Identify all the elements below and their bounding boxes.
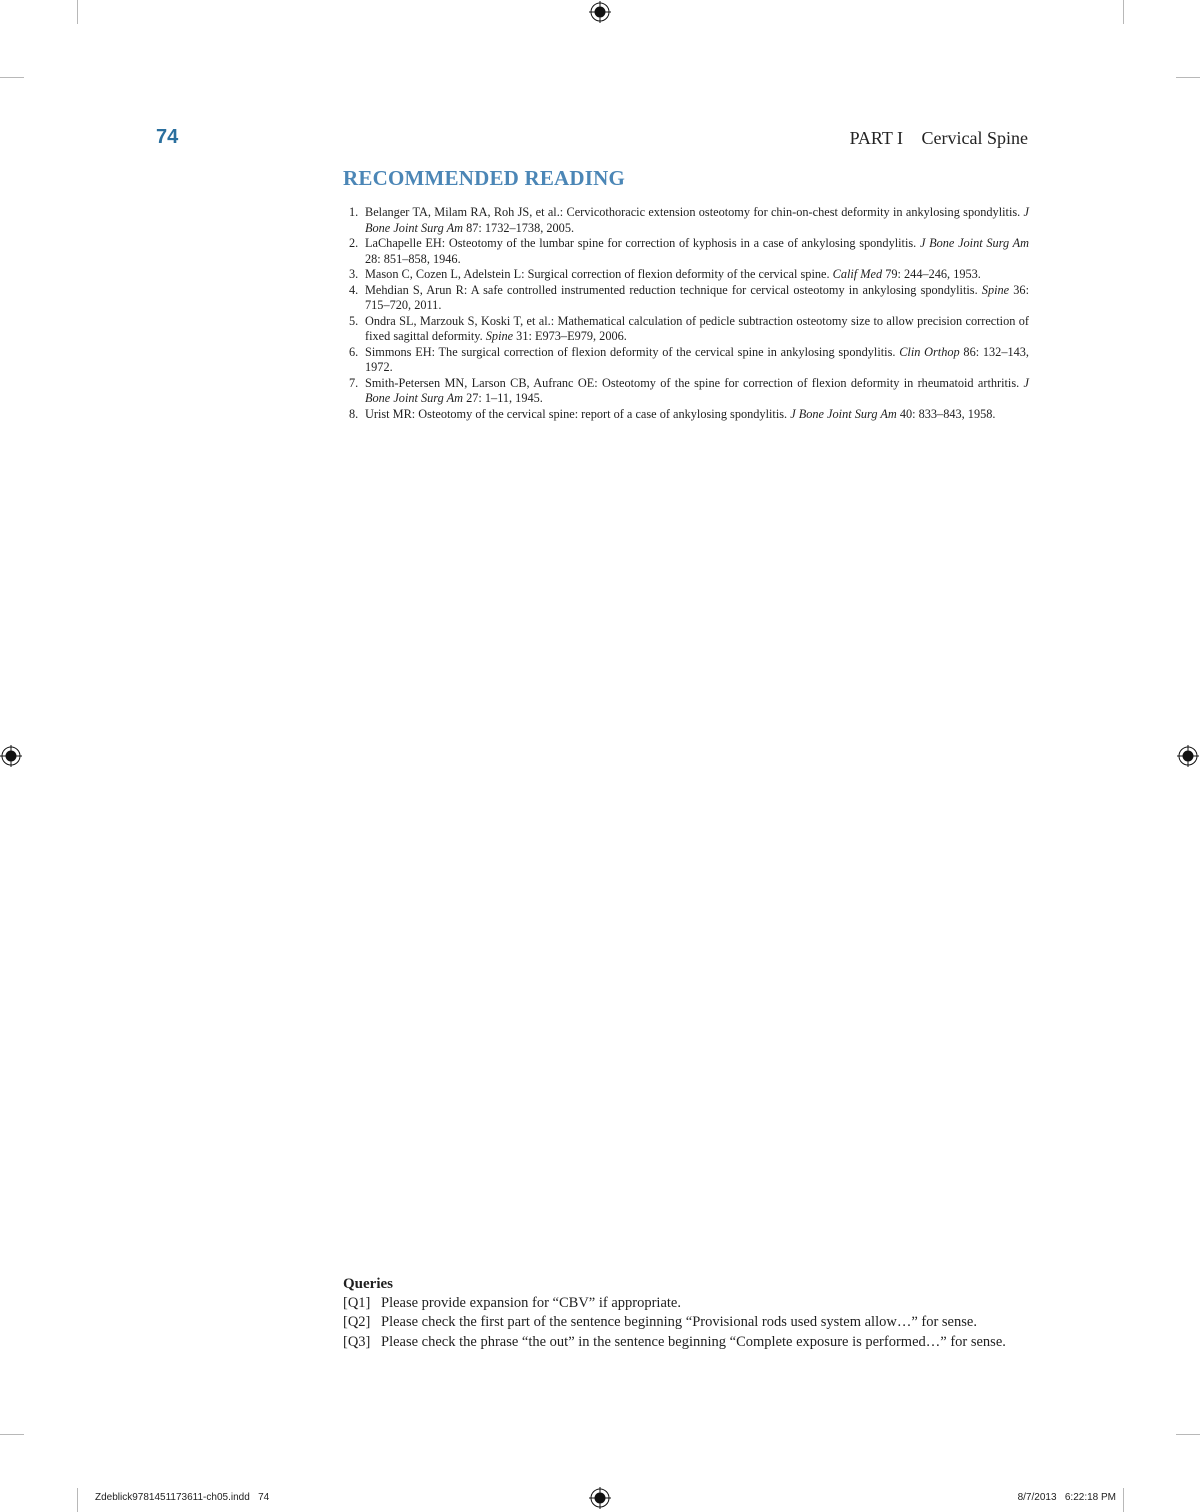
query-id: [Q1]	[343, 1295, 371, 1312]
registration-mark-bottom-icon	[589, 1487, 611, 1509]
query-text: Please check the first part of the sentence beginning “Provisional rods used system allow…” for sense.	[381, 1314, 977, 1331]
reference-journal: J Bone Joint Surg Am	[790, 406, 897, 421]
running-head	[850, 128, 1028, 149]
crop-mark-right-top	[1176, 77, 1200, 78]
crop-mark-top-left	[77, 0, 78, 24]
reference-citation: 28: 851–858, 1946.	[365, 251, 461, 266]
reference-citation: 36: 715–720, 2011.	[365, 282, 1029, 312]
reference-number: 2.	[349, 236, 359, 250]
reference-text: Urist MR: Osteotomy of the cervical spine: report of a case of ankylosing spondylitis.	[365, 406, 791, 421]
crop-mark-bottom-right	[1123, 1488, 1124, 1512]
crop-mark-left-top	[0, 77, 24, 78]
running-head-part-title: Cervical Spine	[921, 128, 1028, 148]
queries-title: Queries	[343, 1276, 393, 1292]
query-id: [Q2]	[343, 1314, 371, 1331]
reference-number: 6.	[349, 344, 359, 359]
query-item	[343, 1313, 1023, 1332]
reference-number: 4.	[349, 282, 359, 297]
reference-number: 5.	[349, 313, 359, 328]
running-head-part-label: PART I	[849, 128, 904, 148]
reference-item	[343, 407, 1029, 423]
reference-journal: Spine	[981, 282, 1010, 297]
reference-item	[343, 283, 1029, 314]
reference-citation: 27: 1–11, 1945.	[463, 391, 543, 405]
query-item	[343, 1333, 1023, 1352]
reference-item	[343, 205, 1029, 236]
reference-journal: J Bone Joint Surg Am	[919, 236, 1029, 250]
crop-mark-bottom-left	[77, 1488, 78, 1512]
reference-item	[343, 314, 1029, 345]
crop-mark-right-bottom	[1176, 1434, 1200, 1435]
section-title-recommended-reading: RECOMMENDED READING	[343, 166, 626, 190]
reference-journal: Clin Orthop	[899, 344, 960, 359]
reference-journal: Calif Med	[832, 267, 883, 281]
reference-journal: Spine	[485, 329, 514, 343]
reference-item	[343, 345, 1029, 376]
query-item	[343, 1294, 1023, 1313]
reference-text: Simmons EH: The surgical correction of flexion deformity of the cervical spine in ankylosing spondylitis.	[365, 344, 900, 359]
reference-number: 8.	[349, 406, 359, 421]
reference-text: Belanger TA, Milam RA, Roh JS, et al.: Cervicothoracic extension osteotomy for chin-on-chest deformity in ankylosing spondylitis.	[365, 205, 1024, 219]
reference-item	[343, 267, 1029, 283]
reference-number: 1.	[349, 205, 359, 219]
reference-citation: 79: 244–246, 1953.	[882, 267, 981, 281]
reference-text: Mehdian S, Arun R: A safe controlled instrumented reduction technique for cervical osteotomy in ankylosing spondylitis.	[365, 282, 982, 297]
reference-text: Smith-Petersen MN, Larson CB, Aufranc OE: Osteotomy of the spine for correction of flexion deformity in rheumatoid arthritis.	[365, 375, 1024, 390]
reference-citation: 87: 1732–1738, 2005.	[463, 220, 575, 235]
query-text: Please provide expansion for “CBV” if appropriate.	[381, 1295, 681, 1312]
registration-mark-left-icon	[0, 745, 22, 767]
reference-journal: J Bone Joint Surg Am	[365, 375, 1029, 405]
reference-item	[343, 376, 1029, 407]
page-number: 74	[156, 126, 179, 148]
reference-citation: 31: E973–E979, 2006.	[513, 329, 627, 343]
query-id: [Q3]	[343, 1333, 371, 1350]
reference-text: Mason C, Cozen L, Adelstein L: Surgical correction of flexion deformity of the cervical spine.	[365, 267, 833, 281]
slug-timestamp: 8/7/2013 6:22:18 PM	[1017, 1492, 1116, 1503]
queries-section	[343, 1275, 1023, 1352]
registration-mark-top-icon	[589, 1, 611, 23]
crop-mark-left-bottom	[0, 1434, 24, 1435]
reference-number: 7.	[349, 375, 359, 390]
reference-list	[343, 205, 1029, 422]
registration-mark-right-icon	[1177, 745, 1199, 767]
reference-citation: 40: 833–843, 1958.	[896, 406, 996, 421]
reference-number: 3.	[349, 267, 359, 281]
crop-mark-top-right	[1123, 0, 1124, 24]
slug-file-info: Zdeblick9781451173611-ch05.indd 74	[95, 1492, 270, 1503]
reference-text: Ondra SL, Marzouk S, Koski T, et al.: Mathematical calculation of pedicle subtraction osteotomy size to allow precision correction of fixed sagittal deformity.	[365, 313, 1029, 343]
reference-item	[343, 236, 1029, 267]
reference-journal: J Bone Joint Surg Am	[365, 205, 1029, 235]
reference-citation: 86: 132–143, 1972.	[365, 344, 1029, 374]
query-text: Please check the phrase “the out” in the sentence beginning “Complete exposure is performed…” for sense.	[381, 1333, 1006, 1350]
reference-text: LaChapelle EH: Osteotomy of the lumbar spine for correction of kyphosis in a case of ankylosing spondylitis.	[365, 236, 920, 250]
